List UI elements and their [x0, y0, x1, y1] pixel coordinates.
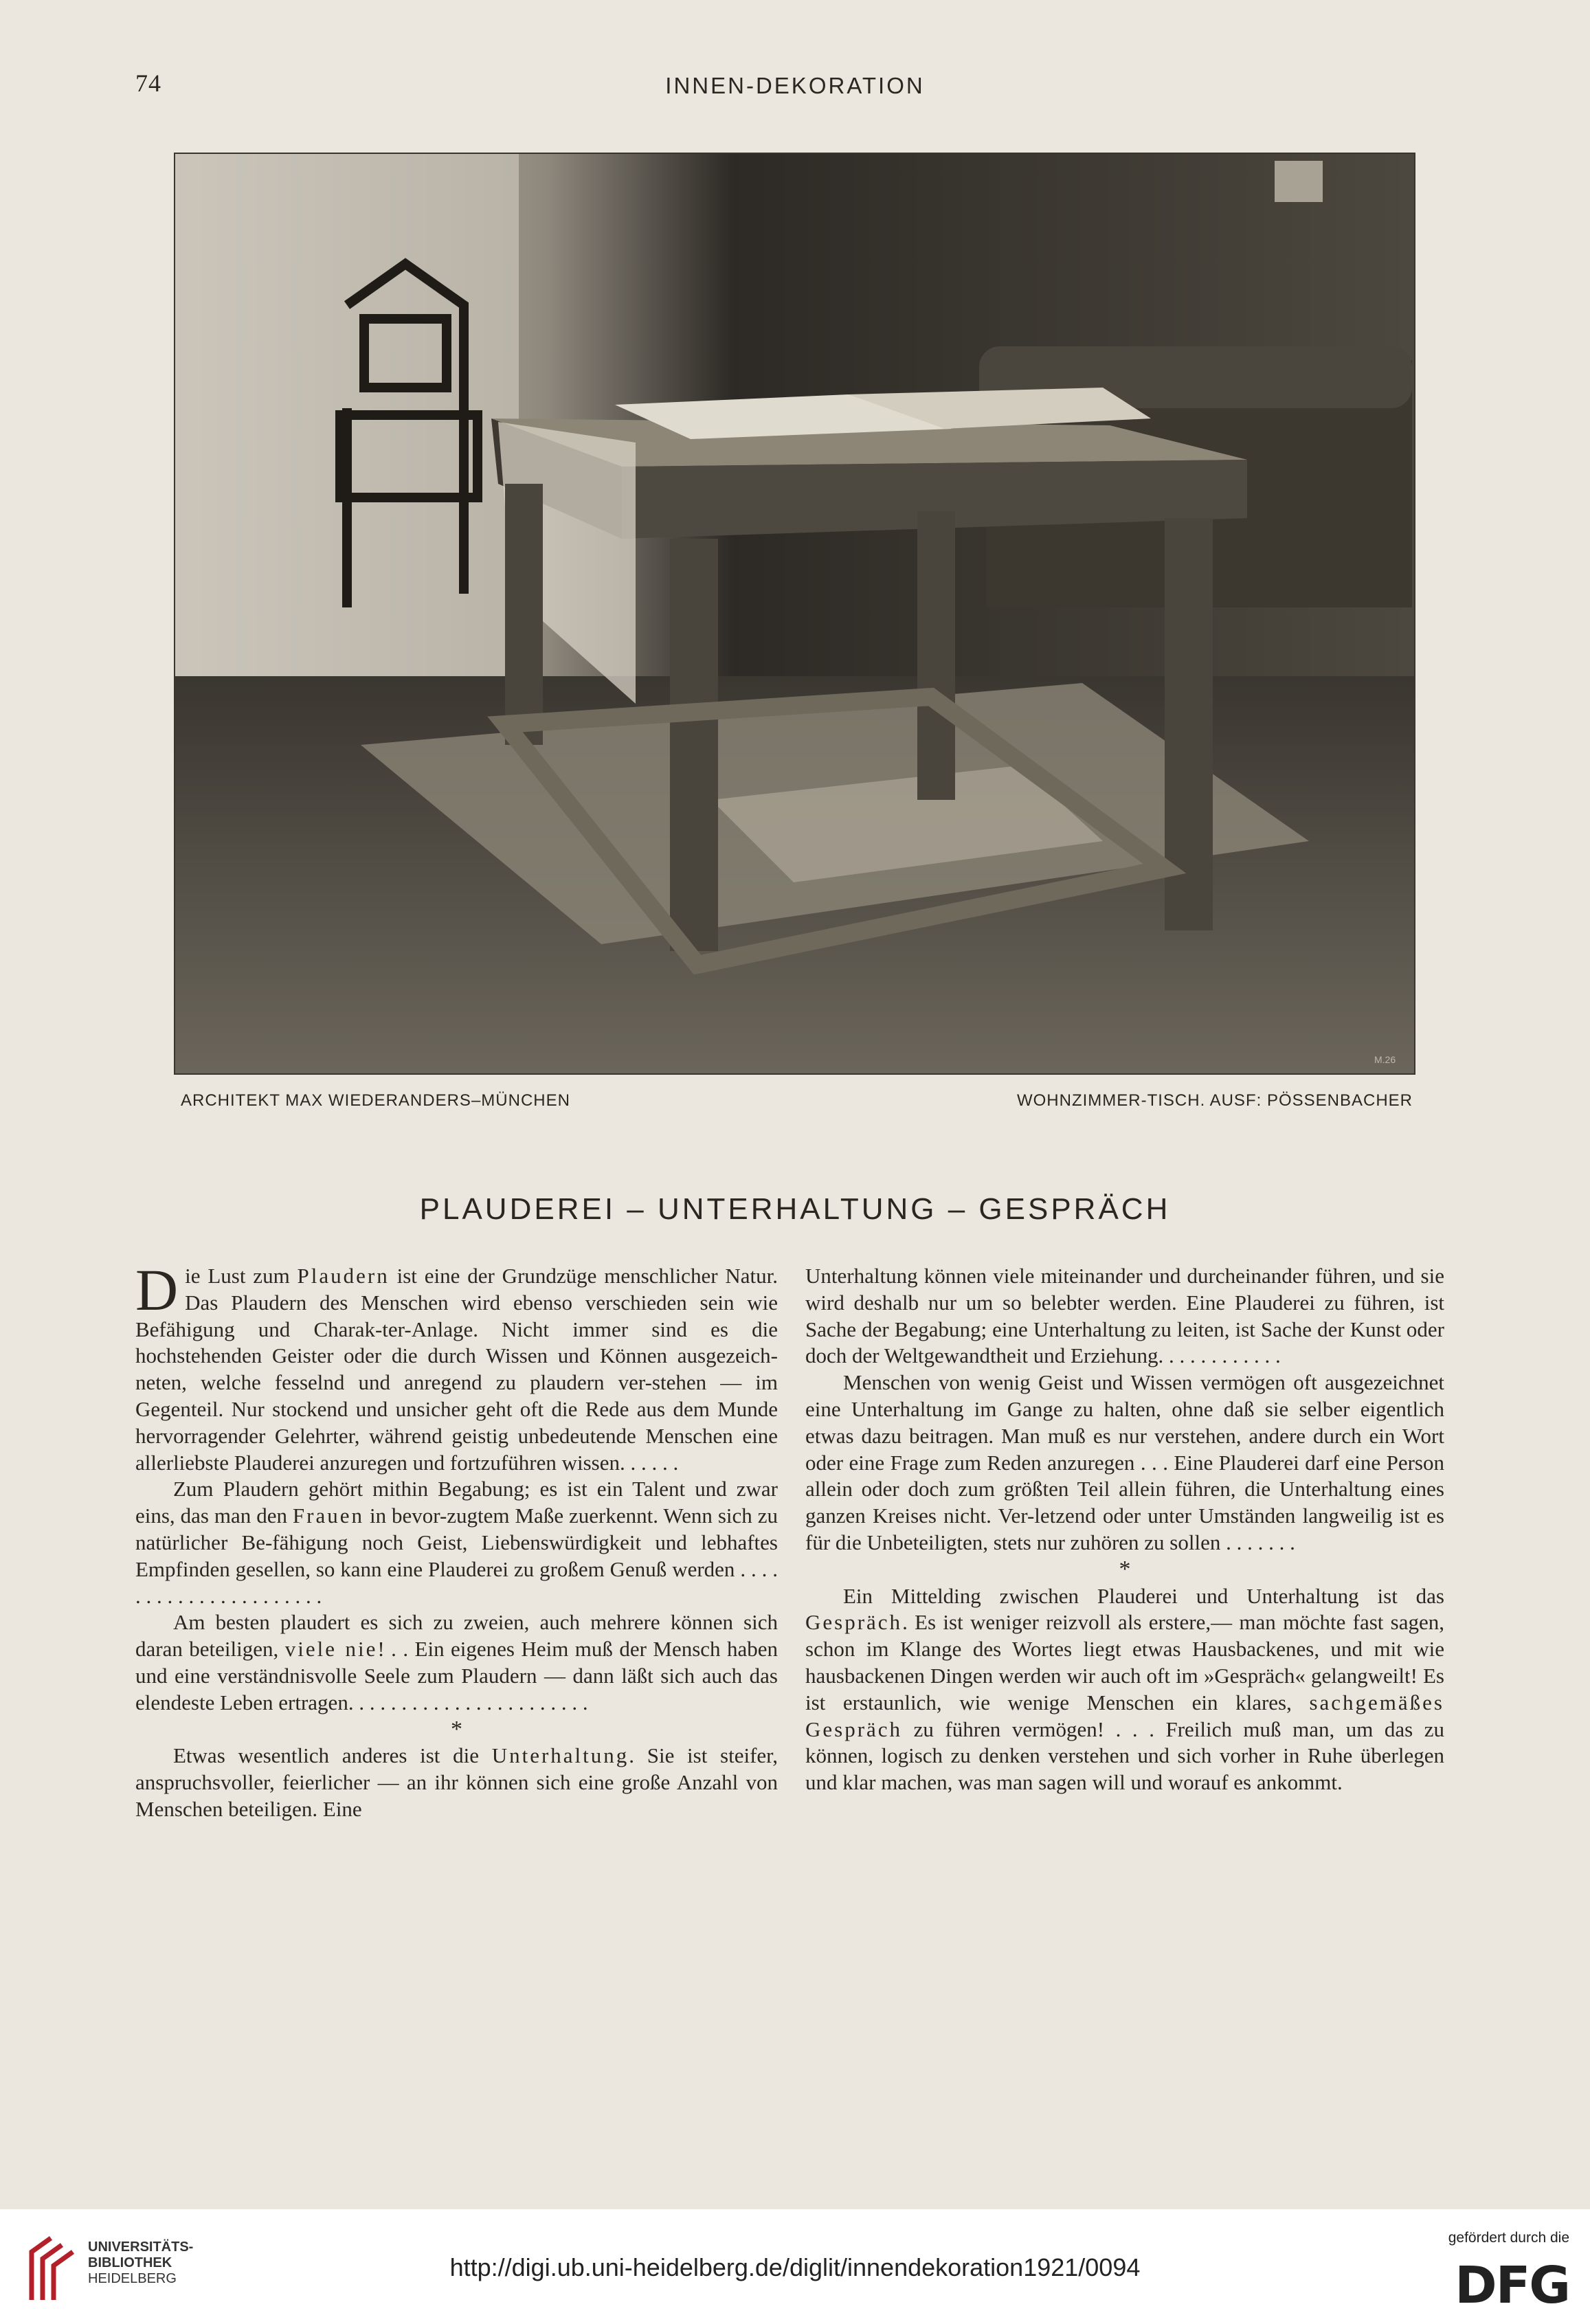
text-column-left [135, 1257, 779, 1823]
library-name-line: UNIVERSITÄTS- [88, 2239, 194, 2255]
text-run: . Es ist weniger reizvoll als erstere,— man möchte fast sagen, schon im Klange des Wortes liegt etwas Hausbackenes, und mit wie hausbackenen Dingen werden wir auch oft im »Gespräch« gelangweilt! Es ist erstaunlich, wie wenige Menschen ein klares, [805, 1610, 1444, 1714]
article-title: PLAUDEREI – UNTERHALTUNG – GESPRÄCH [419, 1192, 1171, 1226]
library-name-line: BIBLIOTHEK [88, 2255, 172, 2270]
text-run: ie Lust zum [185, 1264, 298, 1288]
library-name-line: HEIDELBERG [88, 2271, 177, 2286]
text-run: Etwas wesentlich anderes ist die [173, 1743, 492, 1768]
text-run: Zum Plaudern gehört mithin Begabung; es ist ein Talent und zwar eins, das man den [135, 1477, 778, 1528]
table-photograph [174, 153, 1415, 1075]
text-run: in bevor-zugtem Maße zuerkennt. Wenn sich zu natürlicher Be-fähigung noch Geist, Liebenswürdigkeit und lebhaftes Empfinden gesellen, so kann eine Plauderei zu großem Genuß werden . . . . . . . . . . . . . . . . . . . . . . [135, 1504, 778, 1608]
funding-note: gefördert durch die [1448, 2230, 1569, 2246]
paragraph [135, 1743, 778, 1822]
text-run: Ein Mittelding zwischen Plauderei und Unterhaltung ist das [843, 1583, 1444, 1608]
spaced-word: viele nie [284, 1637, 378, 1662]
caption-architect: ARCHITEKT MAX WIEDERANDERS–MÜNCHEN [181, 1091, 570, 1110]
page-number: 74 [135, 69, 161, 97]
section-divider-star: * [1119, 1556, 1131, 1582]
text-run: ! . . Ein eigenes Heim muß der Mensch haben und eine verständnisvolle Seele zum Plaudern — dann läßt sich auch das elendeste Leben ertragen. . . . . . . . . . . . . . . . . . . . . . . [135, 1637, 779, 1714]
figure-captions [174, 1091, 1413, 1119]
running-head [0, 69, 1590, 110]
paragraph [135, 1476, 778, 1609]
spaced-word: Gespräch [805, 1610, 903, 1635]
paragraph [135, 1257, 779, 1476]
photo-illustration [175, 154, 1414, 1073]
spaced-word: Frauen [292, 1504, 365, 1528]
spaced-word: Unterhaltung [491, 1743, 629, 1768]
text-run: Am besten plaudert es sich zu zweien, auch mehrere können sich daran beteiligen, [135, 1610, 778, 1662]
dfg-logo: DFG [1455, 2256, 1569, 2315]
text-column-right [805, 1263, 1444, 1796]
permalink-url[interactable]: http://digi.ub.uni-heidelberg.de/diglit/innendekoration1921/0094 [449, 2253, 1141, 2281]
paragraph: Unterhaltung können viele miteinander und durcheinander führen, und sie wird deshalb nur um so belebter werden. Eine Plauderei zu führen, ist Sache der Begabung; eine Unterhaltung zu leiten, ist Sache der Kunst oder doch der Weltgewandtheit und Erziehung. . . . . . . . . . . . [805, 1264, 1444, 1368]
paragraph: Menschen von wenig Geist und Wissen vermögen oft ausgezeichnet eine Unterhaltung im Gange zu halten, ohne daß sie selber eigentlich etwas dazu beitragen. Man muß es nur verstehen, andere durch ein Wort oder eine Frage zum Reden anzuregen . . . Eine Plauderei darf eine Person allein oder doch zum größten Teil allein führen, die Unterhaltung eines ganzen Kreises nicht. Ver-letzend oder unter Umständen langweilig ist es für die Unbeteiligten, stets nur zuhören zu sollen . . . . . . . [805, 1370, 1444, 1554]
spaced-word: sachgemäßes Gespräch [805, 1690, 1444, 1741]
paragraph [135, 1609, 778, 1716]
caption-object: WOHNZIMMER-TISCH. AUSF: PÖSSENBACHER [1016, 1091, 1413, 1110]
svg-text:M.26: M.26 [1374, 1054, 1396, 1065]
text-run: . Sie ist steifer, anspruchsvoller, feierlicher — an ihr können sich eine große Anzahl von Menschen beteiligen. Eine [135, 1743, 778, 1821]
section-divider-star: * [451, 1716, 462, 1742]
text-run: zu führen vermögen! . . . Freilich muß man, um das zu können, logisch zu denken verstehen und sich vorher in Ruhe überlegen und klar machen, was man sagen will und worauf es ankommt. [805, 1717, 1444, 1795]
paragraph [805, 1583, 1444, 1796]
digitization-footer [0, 2209, 1590, 2324]
spaced-word: Plaudern [297, 1264, 390, 1288]
journal-title: INNEN-DEKORATION [665, 73, 925, 98]
text-run: ist eine der Grundzüge menschlicher Natur. Das Plaudern des Menschen wird ebenso verschieden sein wie Befähigung und Charak-ter-Anlage. Nicht immer sind es die hochstehenden Geister oder die durch Wissen und Können ausgezeich-neten, welche fesselnd und anregend zu plaudern ver-stehen — im Gegenteil. Nur stockend und unsicher geht oft die Rede aus dem Munde hervorragender Gelehrter, während geistig unbedeutende Menschen eine allerliebste Plauderei anzuregen und fortzuführen wissen. . . . . . [135, 1264, 779, 1475]
drop-cap: D [135, 1257, 179, 1323]
